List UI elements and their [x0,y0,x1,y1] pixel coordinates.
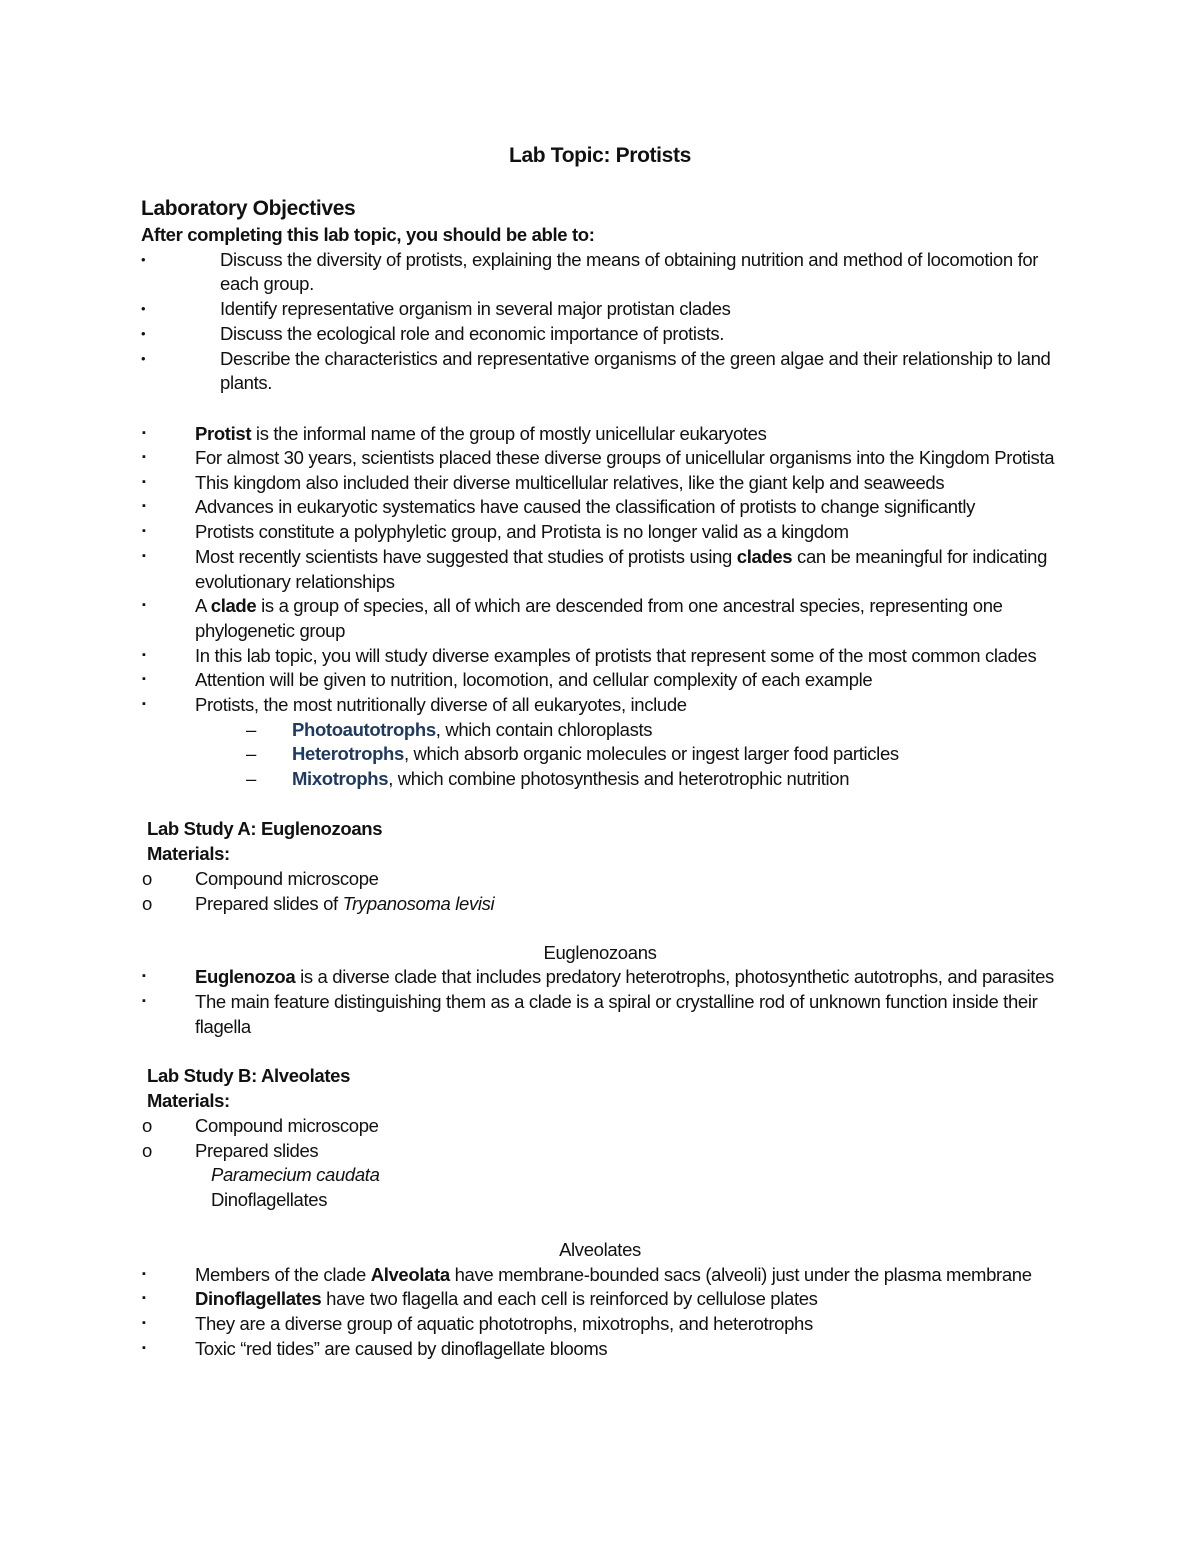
bullet-square-icon: ▪ [142,599,146,611]
intro-bullet [195,544,1047,569]
objective-item: Describe the characteristics and representative organisms of the green algae and their relationship to land [220,348,1051,369]
dash-icon: – [246,743,256,764]
objective-item-cont: plants. [220,372,273,393]
nutrition-subitem [292,741,899,766]
term-clades: clades [736,546,793,567]
material-item: Compound microscope [195,1115,379,1136]
term-heterotrophs: Heterotrophs [292,743,404,764]
term-photoautotrophs: Photoautotrophs [292,719,436,740]
bullet-square-icon: ▪ [142,995,146,1007]
bullet-square-icon: ▪ [142,500,146,512]
bullet-text: have two flagella and each cell is reinforced by cellulose plates [321,1288,818,1309]
intro-bullet-text: A [195,595,211,616]
objectives-heading: Laboratory Objectives [141,197,356,220]
slide-item [211,1162,380,1187]
intro-bullet-text: Most recently scientists have suggested that studies of protists using [195,546,737,567]
bullet-disc-icon: • [141,252,146,267]
bullet-square-icon: ▪ [142,1317,146,1329]
bullet-square-icon: ▪ [142,476,146,488]
bullet-square-icon: ▪ [142,1292,146,1304]
euglenozoa-bullet: The main feature distinguishing them as a clade is a spiral or crystalline rod of unknown function inside their [195,991,1038,1012]
bullet-square-icon: ▪ [142,525,146,537]
intro-bullet-text: can be meaningful for indicating [792,546,1048,567]
materials-label: Materials: [147,1090,230,1111]
intro-bullet: Protists, the most nutritionally diverse of all eukaryotes, include [195,694,687,715]
bullet-square-icon: ▪ [142,550,146,562]
intro-bullet: This kingdom also included their diverse multicellular relatives, like the giant kelp and seaweeds [195,472,945,493]
subitem-text: , which combine photosynthesis and heterotrophic nutrition [388,768,850,789]
circle-bullet-icon: o [142,868,152,889]
material-item: Compound microscope [195,868,379,889]
intro-bullet-text: is a group of species, all of which are descended from one ancestral species, representing one [256,595,1003,616]
bullet-square-icon: ▪ [142,1342,146,1354]
objectives-intro: After completing this lab topic, you should be able to: [141,224,595,245]
term-clade: clade [210,595,257,616]
bullet-square-icon: ▪ [142,698,146,710]
intro-bullet-cont: evolutionary relationships [195,571,395,592]
dash-icon: – [246,719,256,740]
intro-bullet [195,593,1003,618]
circle-bullet-icon: o [142,1115,152,1136]
section-title-alveolates: Alveolates [559,1239,641,1260]
materials-label: Materials: [147,843,230,864]
circle-bullet-icon: o [142,893,152,914]
objective-item: Discuss the ecological role and economic importance of protists. [220,323,725,344]
bullet-square-icon: ▪ [142,427,146,439]
alveolates-bullet: They are a diverse group of aquatic phototrophs, mixotrophs, and heterotrophs [195,1313,813,1334]
intro-bullet: In this lab topic, you will study diverse examples of protists that represent some of the most common clades [195,645,1037,666]
bullet-disc-icon: • [141,326,146,341]
nutrition-subitem [292,766,849,791]
bullet-text: have membrane-bounded sacs (alveoli) just under the plasma membrane [449,1264,1032,1285]
material-item [195,891,494,916]
objective-item: Discuss the diversity of protists, explaining the means of obtaining nutrition and method of locomotion for [220,249,1039,270]
bullet-text: Members of the clade [195,1264,371,1285]
bullet-square-icon: ▪ [142,970,146,982]
species-name: Paramecium caudata [211,1164,380,1185]
bullet-square-icon: ▪ [142,451,146,463]
intro-bullet: For almost 30 years, scientists placed these diverse groups of unicellular organisms into the Kingdom Protista [195,447,1055,468]
bullet-text: is a diverse clade that includes predatory heterotrophs, photosynthetic autotrophs, and parasites [295,966,1054,987]
intro-bullet-cont: phylogenetic group [195,620,346,641]
term-alveolata: Alveolata [370,1264,450,1285]
page-title: Lab Topic: Protists [509,144,691,167]
bullet-disc-icon: • [141,301,146,316]
alveolates-bullet [195,1262,1032,1287]
term-dinoflagellates: Dinoflagellates [195,1288,322,1309]
euglenozoa-bullet-cont: flagella [195,1016,251,1037]
objective-item: Identify representative organism in several major protistan clades [220,298,731,319]
term-euglenozoa: Euglenozoa [195,966,296,987]
alveolates-bullet [195,1286,818,1311]
material-text: Prepared slides of [195,893,343,914]
intro-bullet: Attention will be given to nutrition, locomotion, and cellular complexity of each example [195,669,873,690]
lab-study-a-heading: Lab Study A: Euglenozoans [147,818,383,839]
intro-bullet: Protists constitute a polyphyletic group, and Protista is no longer valid as a kingdom [195,521,849,542]
intro-bullet-text: is the informal name of the group of mostly unicellular eukaryotes [251,423,767,444]
circle-bullet-icon: o [142,1140,152,1161]
intro-bullet [195,421,767,446]
bullet-square-icon: ▪ [142,1268,146,1280]
intro-bullet: Advances in eukaryotic systematics have caused the classification of protists to change significantly [195,496,976,517]
bullet-square-icon: ▪ [142,673,146,685]
section-title-euglenozoans: Euglenozoans [543,942,657,963]
term-protist: Protist [195,423,252,444]
bullet-disc-icon: • [141,351,146,366]
species-name: Trypanosoma levisi [342,893,495,914]
nutrition-subitem [292,717,652,742]
euglenozoa-bullet [195,964,1054,989]
bullet-square-icon: ▪ [142,649,146,661]
material-item: Prepared slides [195,1140,319,1161]
lab-study-b-heading: Lab Study B: Alveolates [147,1065,351,1086]
objective-item-cont: each group. [220,273,314,294]
term-mixotrophs: Mixotrophs [292,768,389,789]
subitem-text: , which contain chloroplasts [435,719,653,740]
dash-icon: – [246,768,256,789]
subitem-text: , which absorb organic molecules or ingest larger food particles [403,743,899,764]
slide-item: Dinoflagellates [211,1189,328,1210]
alveolates-bullet: Toxic “red tides” are caused by dinoflagellate blooms [195,1338,608,1359]
